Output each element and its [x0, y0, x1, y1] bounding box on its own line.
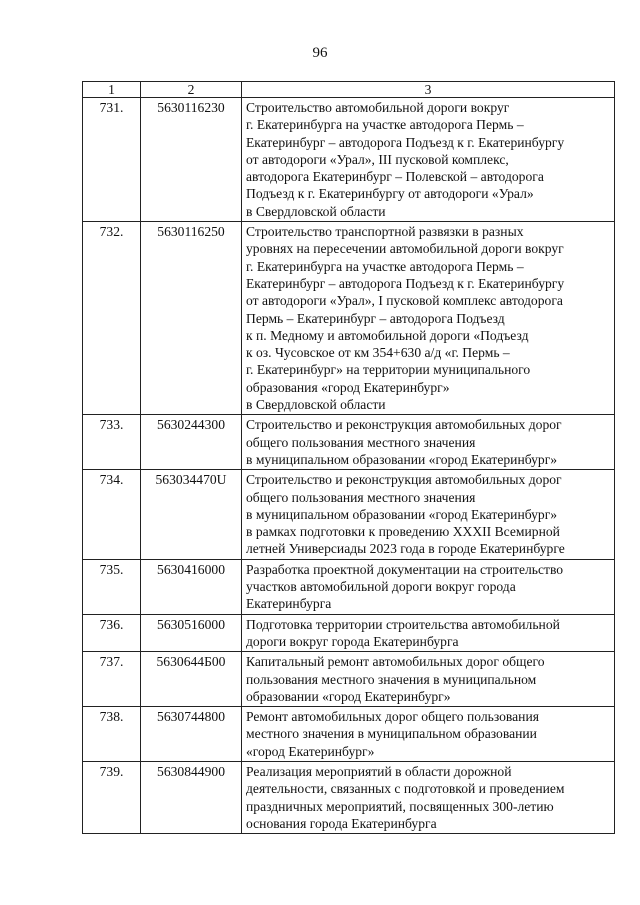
description-line: в муниципальном образовании «город Екатеринбург» [246, 506, 558, 522]
header-col-code: 2 [141, 82, 242, 98]
description-line: к оз. Чусовское от км 354+630 а/д «г. Пермь – [246, 345, 510, 361]
table-row [83, 761, 615, 833]
description-line: основания города Екатеринбурга [246, 815, 437, 831]
description-line: образования «город Екатеринбург» [246, 379, 450, 395]
description-line: Строительство и реконструкция автомобильных дорог [246, 417, 562, 433]
description-line: Екатеринбург – автодорога Подъезд к г. Екатеринбургу [246, 134, 565, 150]
table-row [83, 614, 615, 652]
description-line: образовании «город Екатеринбург» [246, 688, 451, 704]
row-description [242, 98, 615, 222]
description-line: пользования местного значения в муниципальном [246, 671, 537, 687]
description-line: Подготовка территории строительства автомобильной [246, 616, 560, 632]
description-line: в рамках подготовки к проведению XXXII Всемирной [246, 524, 560, 540]
description-line: «город Екатеринбург» [246, 743, 375, 759]
row-code: 5630644Б00 [141, 652, 242, 707]
description-line: в муниципальном образовании «город Екатеринбург» [246, 451, 558, 467]
description-line: в Свердловской области [246, 203, 386, 219]
row-number: 739. [83, 761, 141, 833]
description-line: Реализация мероприятий в области дорожной [246, 763, 512, 779]
row-code: 5630244300 [141, 415, 242, 470]
description-line: г. Екатеринбурга на участке автодорога Пермь – [246, 117, 524, 133]
row-description [242, 761, 615, 833]
description-line: праздничных мероприятий, посвященных 300-летию [246, 798, 554, 814]
header-col-number: 1 [83, 82, 141, 98]
row-description [242, 707, 615, 762]
description-line: автодорога Екатеринбург – Полевской – автодорога [246, 169, 544, 185]
description-line: уровнях на пересечении автомобильной дороги вокруг [246, 241, 564, 257]
row-code: 563034470U [141, 470, 242, 559]
budget-table [82, 81, 615, 834]
row-description [242, 559, 615, 614]
description-line: Строительство транспортной развязки в разных [246, 224, 524, 240]
row-code: 5630116250 [141, 222, 242, 415]
description-line: к п. Медному и автомобильной дороги «Подъезд [246, 327, 529, 343]
description-line: в Свердловской области [246, 397, 386, 413]
table-row [83, 652, 615, 707]
table-row [83, 470, 615, 559]
description-line: Пермь – Екатеринбург – автодорога Подъезд [246, 310, 505, 326]
description-line: общего пользования местного значения [246, 489, 476, 505]
description-line: г. Екатеринбург» на территории муниципального [246, 362, 531, 378]
table-row [83, 98, 615, 222]
table-row [83, 707, 615, 762]
row-number: 732. [83, 222, 141, 415]
description-line: Подъезд к г. Екатеринбургу от автодороги «Урал» [246, 186, 534, 202]
description-line: местного значения в муниципальном образовании [246, 726, 537, 742]
description-line: деятельности, связанных с подготовкой и проведением [246, 781, 565, 797]
row-code: 5630416000 [141, 559, 242, 614]
description-line: от автодороги «Урал», I пусковой комплекс автодорога [246, 293, 563, 309]
description-line: от автодороги «Урал», III пусковой комплекс, [246, 151, 509, 167]
row-description [242, 415, 615, 470]
page-number: 96 [312, 45, 328, 61]
row-number: 737. [83, 652, 141, 707]
table-row [83, 415, 615, 470]
table-row [83, 222, 615, 415]
description-line: Строительство и реконструкция автомобильных дорог [246, 472, 562, 488]
row-code: 5630516000 [141, 614, 242, 652]
description-line: Разработка проектной документации на строительство [246, 561, 564, 577]
description-line: участков автомобильной дороги вокруг города [246, 579, 516, 595]
description-line: летней Универсиады 2023 года в городе Екатеринбурге [246, 541, 565, 557]
row-code: 5630744800 [141, 707, 242, 762]
description-line: г. Екатеринбурга на участке автодорога Пермь – [246, 258, 524, 274]
row-number: 731. [83, 98, 141, 222]
table-header-row [83, 82, 615, 98]
row-description [242, 652, 615, 707]
header-col-description: 3 [242, 82, 615, 98]
description-line: Екатеринбург – автодорога Подъезд к г. Екатеринбургу [246, 275, 565, 291]
row-code: 5630844900 [141, 761, 242, 833]
row-code: 5630116230 [141, 98, 242, 222]
description-line: Капитальный ремонт автомобильных дорог общего [246, 654, 545, 670]
row-number: 736. [83, 614, 141, 652]
table-row [83, 559, 615, 614]
row-description [242, 470, 615, 559]
row-number: 738. [83, 707, 141, 762]
row-number: 734. [83, 470, 141, 559]
row-number: 735. [83, 559, 141, 614]
description-line: общего пользования местного значения [246, 434, 476, 450]
table-body [83, 98, 615, 834]
row-description [242, 222, 615, 415]
description-line: Екатеринбурга [246, 596, 332, 612]
row-number: 733. [83, 415, 141, 470]
row-description [242, 614, 615, 652]
description-line: Строительство автомобильной дороги вокруг [246, 100, 510, 115]
description-line: дороги вокруг города Екатеринбурга [246, 633, 459, 649]
description-line: Ремонт автомобильных дорог общего пользования [246, 709, 539, 725]
